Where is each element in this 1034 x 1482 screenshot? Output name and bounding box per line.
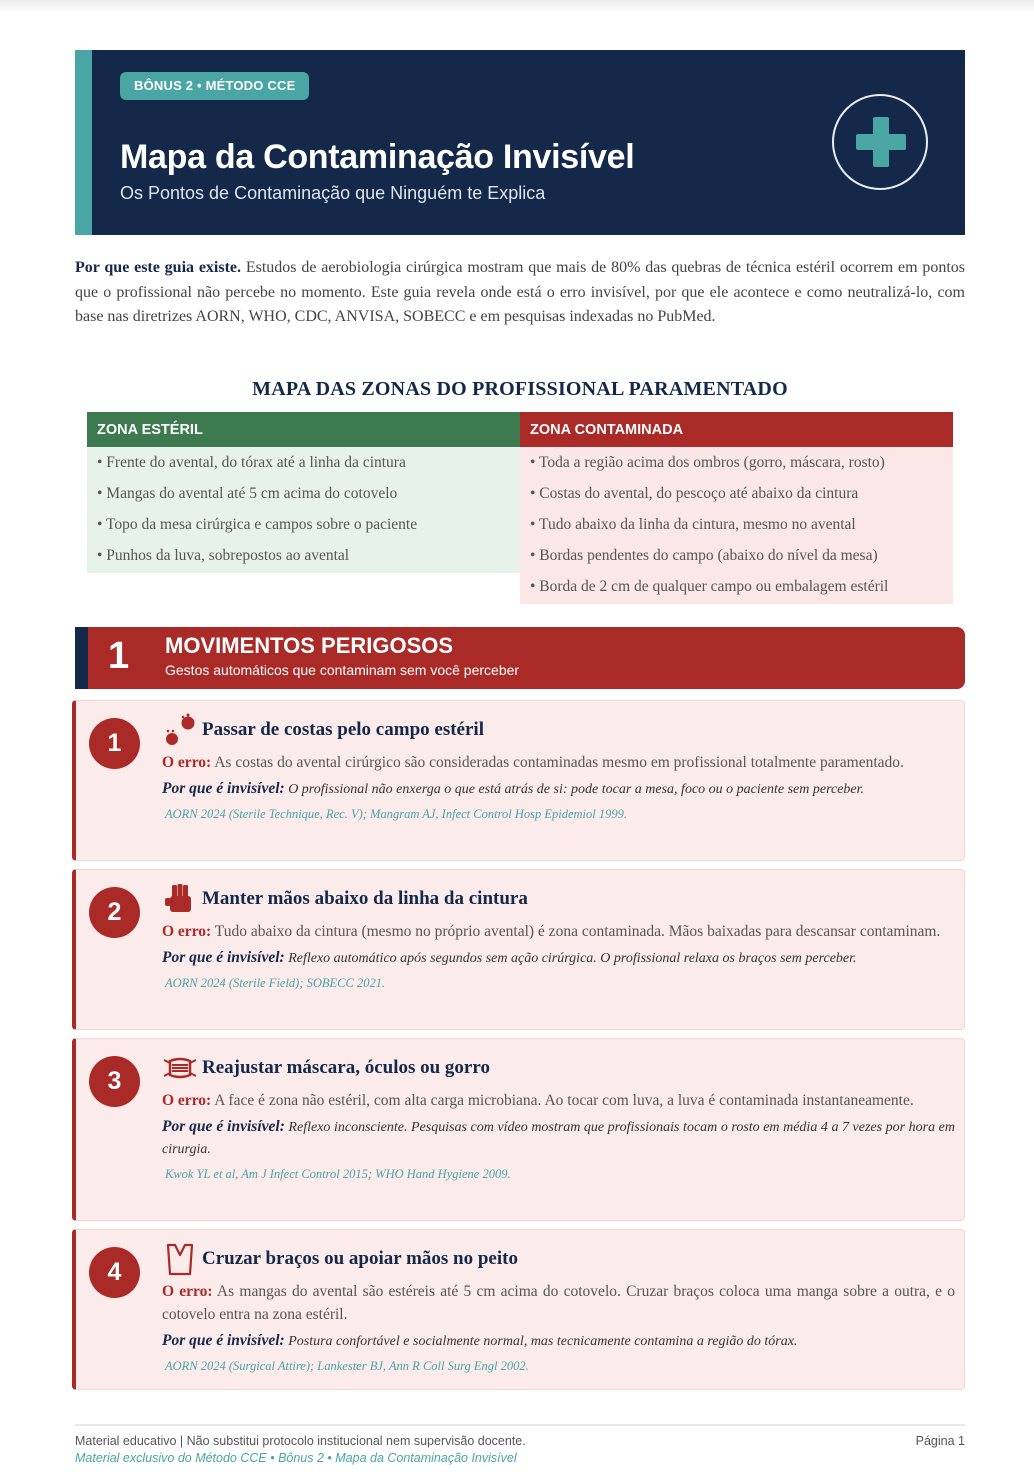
card-title: Manter mãos abaixo da linha da cintura [202, 888, 528, 909]
error-label: O erro: [162, 923, 212, 940]
error-label: O erro: [162, 754, 212, 771]
card-number: 4 [89, 1247, 140, 1298]
contaminated-zone-item: • Bordas pendentes do campo (abaixo do nível da mesa) [530, 547, 878, 564]
contaminated-zone-item: • Borda de 2 cm de qualquer campo ou embalagem estéril [530, 578, 889, 595]
sterile-zone-header: ZONA ESTÉRIL [87, 412, 520, 447]
card-reference: AORN 2024 (Sterile Technique, Rec. V); Mangram AJ, Infect Control Hosp Epidemiol 1999. [165, 807, 627, 821]
why-label: Por que é invisível: [162, 949, 285, 966]
error-text: As mangas do avental são estéreis até 5 cm acima do cotovelo. Cruzar braços coloca uma manga sobre a outra, e o cotovelo entra na zona estéril. [162, 1283, 955, 1323]
card-error [162, 751, 955, 774]
why-label: Por que é invisível: [162, 780, 285, 797]
card-title: Passar de costas pelo campo estéril [202, 719, 484, 740]
card-number: 2 [89, 887, 140, 938]
sterile-zone-item: • Topo da mesa cirúrgica e campos sobre o paciente [97, 516, 418, 533]
contaminated-zone-table [520, 412, 953, 604]
why-label: Por que é invisível: [162, 1332, 285, 1349]
page-number: Página 1 [915, 1434, 965, 1448]
section-number: 1 [108, 635, 130, 677]
card-why [162, 1116, 955, 1161]
top-shade [0, 0, 1034, 12]
footer-credit: Material exclusivo do Método CCE • Bônus 2 • Mapa da Contaminação Invisível [75, 1451, 517, 1465]
card-error [162, 920, 955, 943]
contaminated-zone-item: • Tudo abaixo da linha da cintura, mesmo no avental [530, 516, 856, 533]
card-reference: AORN 2024 (Surgical Attire); Lankester BJ, Ann R Coll Surg Engl 2002. [165, 1359, 529, 1373]
sterile-zone-item: • Mangas do avental até 5 cm acima do cotovelo [97, 485, 398, 502]
error-text: Tudo abaixo da cintura (mesmo no próprio avental) é zona contaminada. Mãos baixadas para descansar contaminam. [211, 923, 941, 940]
section-header [75, 627, 965, 689]
page-subtitle: Os Pontos de Contaminação que Ninguém te Explica [120, 183, 546, 203]
contaminated-zone-item: • Costas do avental, do pescoço até abaixo da cintura [530, 485, 859, 502]
movement-card [72, 700, 965, 861]
medical-cross-icon [832, 94, 928, 190]
hand-icon [163, 882, 197, 916]
contaminated-zone-item: • Toda a região acima dos ombros (gorro, máscara, rosto) [530, 454, 885, 471]
mask-icon [163, 1051, 197, 1085]
sterile-zone-item: • Frente do avental, do tórax até a linha da cintura [97, 454, 406, 471]
header-banner [75, 50, 965, 235]
error-text: A face é zona não estéril, com alta carga microbiana. Ao tocar com luva, a luva é contaminada instantaneamente. [211, 1092, 914, 1109]
why-text: O profissional não enxerga o que está atrás de si: pode tocar a mesa, foco ou o paciente sem perceber. [284, 782, 865, 797]
sterile-zone-table [87, 412, 520, 573]
gown-icon [163, 1242, 197, 1276]
contaminated-zone-header: ZONA CONTAMINADA [520, 412, 953, 447]
why-label: Por que é invisível: [162, 1118, 285, 1135]
footer-divider [75, 1424, 965, 1426]
intro-text: Estudos de aerobiologia cirúrgica mostram que mais de 80% das quebras de técnica estéril ocorrem em pontos que o profissional não percebe no momento. Este guia revela onde está o erro invisível, por que ele acontece e como neutralizá-lo, com base nas diretrizes AORN, WHO, CDC, ANVISA, SOBECC e em pesquisas indexadas no PubMed. [75, 259, 965, 325]
card-number: 3 [89, 1056, 140, 1107]
movement-card [72, 1229, 965, 1390]
card-why [162, 947, 955, 970]
movement-card [72, 1038, 965, 1221]
footer-disclaimer: Material educativo | Não substitui protocolo institucional nem supervisão docente. [75, 1434, 526, 1448]
card-title: Reajustar máscara, óculos ou gorro [202, 1057, 490, 1078]
card-why [162, 1330, 955, 1353]
intro-lead: Por que este guia existe. [75, 259, 242, 276]
card-error [162, 1280, 955, 1326]
error-label: O erro: [162, 1283, 213, 1300]
why-text: Reflexo automático após segundos sem ação cirúrgica. O profissional relaxa os braços sem perceber. [284, 951, 857, 966]
banner-accent-bar [75, 50, 92, 235]
section-title: MOVIMENTOS PERIGOSOS [165, 633, 454, 658]
card-number: 1 [89, 718, 140, 769]
section-accent-bar [75, 627, 88, 689]
card-reference: Kwok YL et al, Am J Infect Control 2015; WHO Hand Hygiene 2009. [165, 1167, 511, 1181]
page-title: Mapa da Contaminação Invisível [120, 138, 635, 176]
movement-card [72, 869, 965, 1030]
why-text: Reflexo inconsciente. Pesquisas com vídeo mostram que profissionais tocam o rosto em média 4 a 7 vezes por hora em cirurgia. [162, 1120, 956, 1157]
intro-paragraph [75, 256, 965, 330]
zones-title: MAPA DAS ZONAS DO PROFISSIONAL PARAMENTADO [252, 378, 788, 400]
card-error [162, 1089, 955, 1112]
error-label: O erro: [162, 1092, 212, 1109]
card-title: Cruzar braços ou apoiar mãos no peito [202, 1248, 518, 1269]
why-text: Postura confortável e socialmente normal, mas tecnicamente contamina a região do tórax. [284, 1334, 798, 1349]
bacteria-icon [163, 713, 197, 747]
card-reference: AORN 2024 (Sterile Field); SOBECC 2021. [165, 976, 386, 990]
bonus-badge: BÔNUS 2 • MÉTODO CCE [120, 72, 309, 100]
card-why [162, 778, 955, 801]
sterile-zone-item: • Punhos da luva, sobrepostos ao avental [97, 547, 350, 564]
section-subtitle: Gestos automáticos que contaminam sem você perceber [165, 662, 520, 678]
error-text: As costas do avental cirúrgico são consideradas contaminadas mesmo em profissional totalmente paramentado. [211, 754, 904, 771]
